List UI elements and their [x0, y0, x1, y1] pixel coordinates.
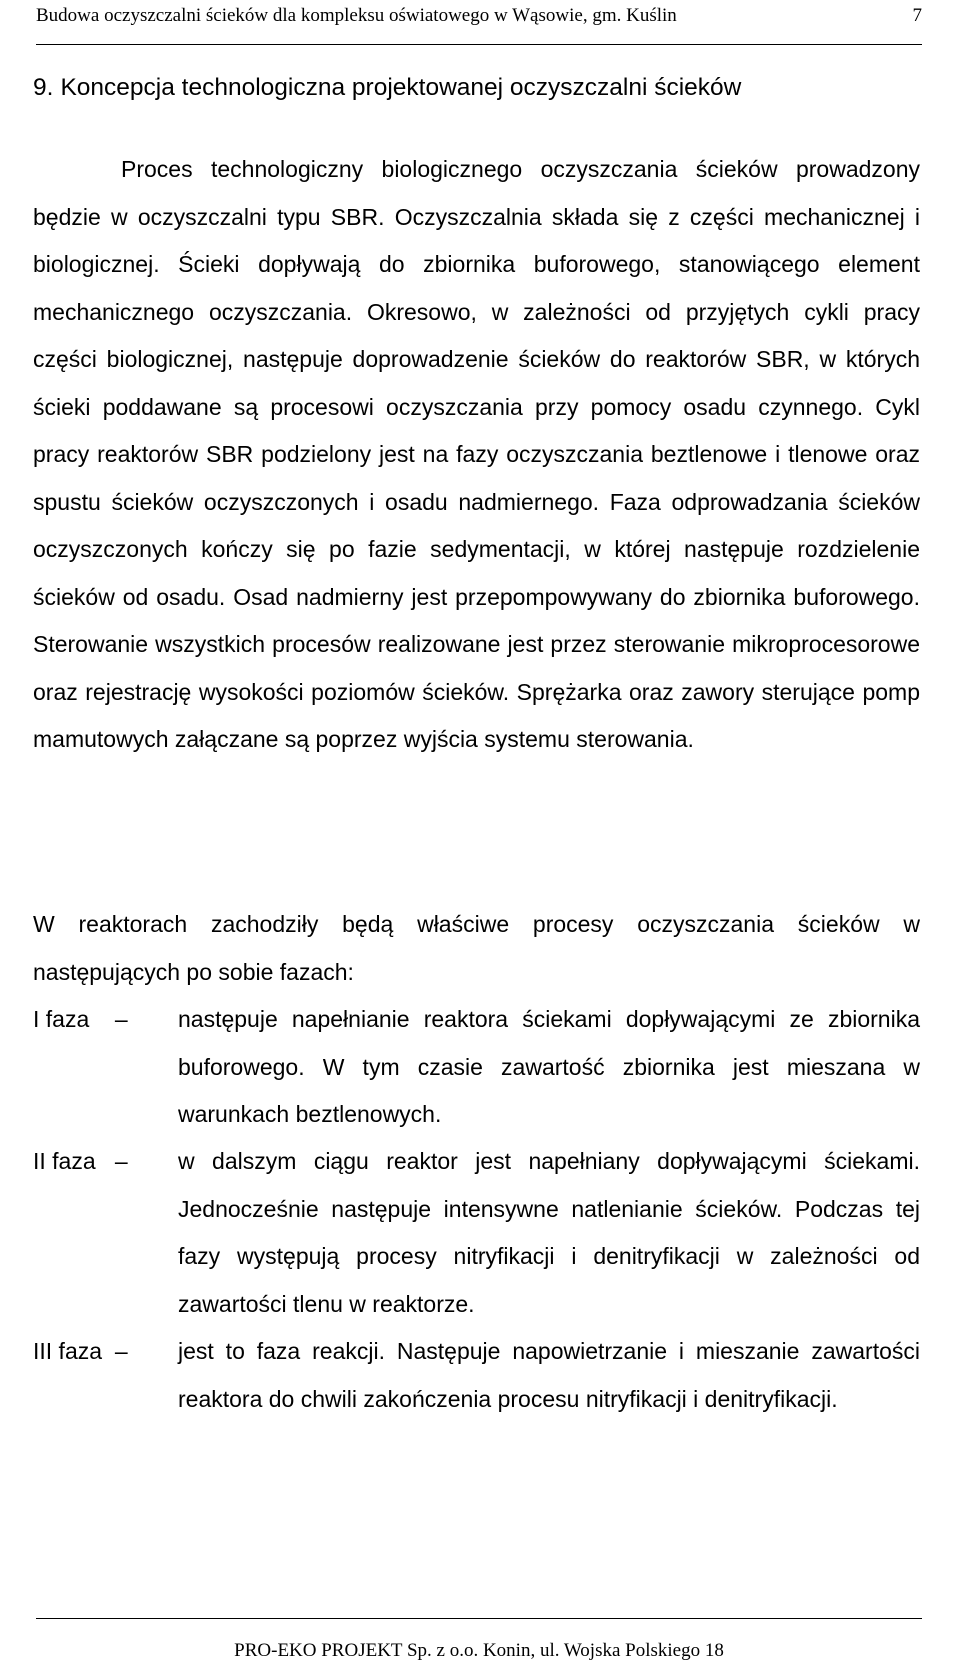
phase-head — [33, 1138, 128, 1186]
phase-head — [33, 1328, 128, 1376]
page-number: 7 — [912, 5, 922, 26]
phase-label: III faza — [33, 1338, 103, 1364]
footer-text: PRO-EKO PROJEKT Sp. z o.o. Konin, ul. Wojska Polskiego 18 — [234, 1640, 724, 1661]
phase-label: I faza — [33, 1006, 90, 1032]
phase-head — [33, 996, 128, 1044]
phase-dash: – — [114, 1338, 128, 1364]
paragraph-process-description: Proces technologiczny biologicznego oczyszczania ścieków prowadzony będzie w oczyszczalni typu SBR. Oczyszczalnia składa się z części mechanicznej i biologicznej. Ścieki dopływają do zbiornika buforowego, stanowiącego element mechanicznego oczyszczania. Okresowo, w zależności od przyjętych cykli pracy części biologicznej, następuje doprowadzenie ścieków do reaktorów SBR, w których ścieki poddawane są procesowi oczyszczania przy pomocy osadu czynnego. Cykl pracy reaktorów SBR podzielony jest na fazy oczyszczania beztlenowe i tlenowe oraz spustu ścieków oczyszczonych i osadu nadmiernego. Faza odprowadzania ścieków oczyszczonych kończy się po fazie sedymentacji, w której następuje rozdzielenie ścieków od osadu. Osad nadmierny jest przepompowywany do zbiornika buforowego. Sterowanie wszystkich procesów realizowane jest przez sterowanie mikroprocesorowe oraz rejestrację wysokości poziomów ścieków. Sprężarka oraz zawory sterujące pomp mamutowych załączane są poprzez wyjścia systemu sterowania. — [33, 156, 920, 752]
header-rule — [36, 44, 922, 45]
page-footer — [36, 1618, 922, 1668]
phase-dash: – — [114, 1148, 128, 1174]
paragraph-phases-intro: W reaktorach zachodziły będą właściwe procesy oczyszczania ścieków w następujących po sobie fazach: — [33, 911, 920, 985]
phase-description: jest to faza reakcji. Następuje napowietrzanie i mieszanie zawartości reaktora do chwili zakończenia procesu nitryfikacji i denitryfikacji. — [178, 1338, 920, 1412]
phase-label: II faza — [33, 1148, 96, 1174]
footer-rule — [36, 1618, 922, 1619]
page-header — [36, 0, 922, 50]
section-heading — [33, 74, 741, 102]
section-title: Koncepcja technologiczna projektowanej oczyszczalni ścieków — [60, 74, 742, 101]
header-title: Budowa oczyszczalni ścieków dla kompleksu oświatowego w Wąsowie, gm. Kuślin — [36, 5, 677, 26]
section-number: 9. — [33, 74, 54, 101]
phase-description: w dalszym ciągu reaktor jest napełniany dopływającymi ściekami. Jednocześnie następuje intensywne natlenianie ścieków. Podczas tej fazy występują procesy nitryfikacji i denitryfikacji w zależności od zawartości tlenu w reaktorze. — [178, 1148, 920, 1317]
phase-dash: – — [114, 1006, 128, 1032]
phase-description: następuje napełnianie reaktora ściekami dopływającymi ze zbiornika buforowego. W tym czasie zawartość zbiornika jest mieszana w warunkach beztlenowych. — [178, 1006, 920, 1127]
